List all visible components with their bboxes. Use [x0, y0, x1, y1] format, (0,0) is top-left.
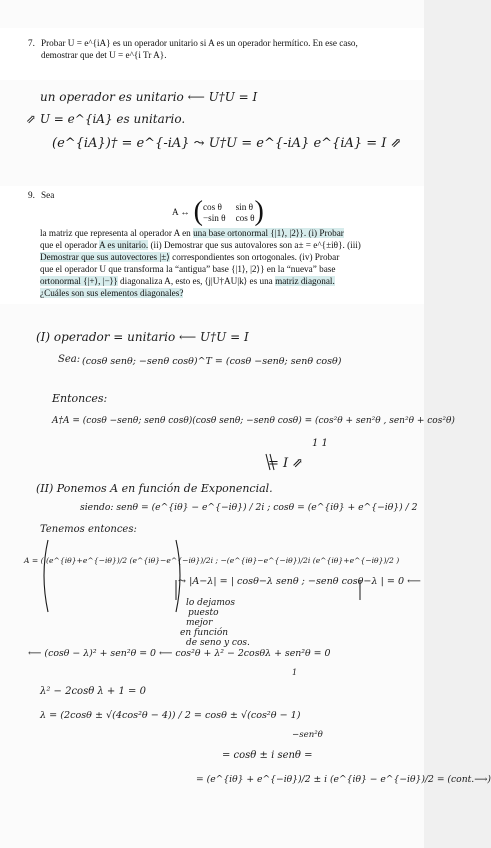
note-9-quadratic: λ² − 2cosθ λ + 1 = 0 [40, 686, 146, 697]
note-9-one-mark: 1 [292, 668, 298, 677]
problem-7-number: 7. [28, 38, 35, 48]
problem-9-sea: Sea [41, 190, 55, 200]
problem-7-line-2: demostrar que det U = e^{i Tr A}. [41, 50, 167, 60]
highlight: Demostrar que sus autovectores |±⟩ [40, 252, 170, 262]
note-9-side-2: puesto [188, 608, 219, 618]
problem-9-line-4: que el operador U que transforma la “antigua” base {|1⟩, |2⟩} en la “nueva” base [40, 264, 336, 274]
note-9-identity: = I ⇗ [268, 456, 304, 471]
matrix-cell: cos θ [235, 212, 255, 223]
text-run: la matriz que representa al operador A en [40, 228, 194, 238]
highlight: una base ortonormal {|1⟩, |2⟩}. (i) Probar [193, 228, 344, 238]
text-run: que el operador [40, 240, 99, 250]
note-9-sea: Sea: [58, 354, 81, 365]
problem-7-line-1: Probar U = e^{iA} es un operador unitario si A es un operador hermítico. En ese caso, [41, 38, 358, 48]
note-7-line-1: un operador es unitario ⟵ U†U = I [40, 90, 258, 104]
note-9-transpose: (cosθ senθ; −senθ cosθ)^T = (cosθ −senθ; senθ cosθ) [82, 356, 342, 367]
note-9-part-ii-title: (II) Ponemos A en función de Exponencial. [36, 482, 273, 495]
note-7-line-2: ⇗ U = e^{iA} es unitario. [26, 112, 186, 126]
note-9-side-5: de seno y cos. [186, 638, 250, 648]
note-9-determinant: ⤳ |A−λ| = | cosθ−λ senθ ; −senθ cosθ−λ | = 0 ⟵ [178, 576, 421, 587]
matrix-label: A ↔ [172, 207, 190, 217]
left-paren: ( [193, 196, 203, 227]
highlight: ortonormal {|+⟩, |−⟩} [40, 276, 118, 286]
matrix-cell: cos θ [202, 201, 222, 212]
note-9-adjoint-product: A†A = (cosθ −senθ; senθ cosθ)(cosθ senθ; −senθ cosθ) = (cos²θ + sen²θ , sen²θ + cos²θ) [52, 416, 455, 426]
note-9-side-4: en función [180, 628, 229, 638]
problem-9-number: 9. [28, 190, 35, 200]
note-7-line-3: (e^{iA})† = e^{-iA} ⤳ U†U = e^{-iA} e^{iA} = I ⇗ [52, 136, 402, 151]
text-run: diagonaliza A, esto es, ⟨j|U†AU|k⟩ es una [117, 276, 276, 286]
note-9-neg-sin: −sen²θ [292, 730, 323, 740]
note-9-tenemos: Tenemos entonces: [40, 524, 137, 535]
highlight: matriz diagonal. [275, 276, 335, 286]
note-9-part-i-title: (I) operador = unitario ⟵ U†U = I [36, 330, 249, 344]
highlight: ¿Cuáles son sus elementos diagonales? [40, 288, 184, 298]
text-run: (ii) Demostrar que sus autovalores son a± = e^{±iθ}. (iii) [148, 240, 361, 250]
note-9-lambda-3: = (e^{iθ} + e^{−iθ})/2 ± i (e^{iθ} − e^{−iθ})/2 = (cont.⟶) [196, 774, 491, 785]
note-9-lambda-2: = cosθ ± i senθ = [222, 750, 313, 761]
highlight: A es unitario. [98, 240, 149, 250]
note-9-characteristic: ⟵ (cosθ − λ)² + sen²θ = 0 ⟵ cos²θ + λ² − 2cosθλ + sen²θ = 0 [28, 648, 331, 659]
note-9-side-1: lo dejamos [186, 598, 235, 608]
matrix-cell: −sin θ [202, 212, 226, 223]
note-9-lambda-1: λ = (2cosθ ± √(4cos²θ − 4)) / 2 = cosθ ± √(cos²θ − 1) [40, 710, 301, 721]
right-paren: ) [254, 196, 264, 227]
note-9-exponential-matrix: A = ( (e^{iθ}+e^{−iθ})/2 (e^{iθ}−e^{−iθ})/2i ; −(e^{iθ}−e^{−iθ})/2i (e^{iθ}+e^{−iθ})/2 ) [24, 556, 400, 565]
note-9-ones: 1 1 [312, 438, 328, 449]
note-9-entonces: Entonces: [52, 392, 108, 405]
note-9-side-3: mejor [186, 618, 213, 628]
text-run: correspondientes son ortogonales. (iv) Probar [169, 252, 340, 262]
note-9-siendo: siendo: senθ = (e^{iθ} − e^{−iθ}) / 2i ; cosθ = (e^{iθ} + e^{−iθ}) / 2 [80, 502, 418, 513]
matrix-cell: sin θ [235, 201, 253, 212]
